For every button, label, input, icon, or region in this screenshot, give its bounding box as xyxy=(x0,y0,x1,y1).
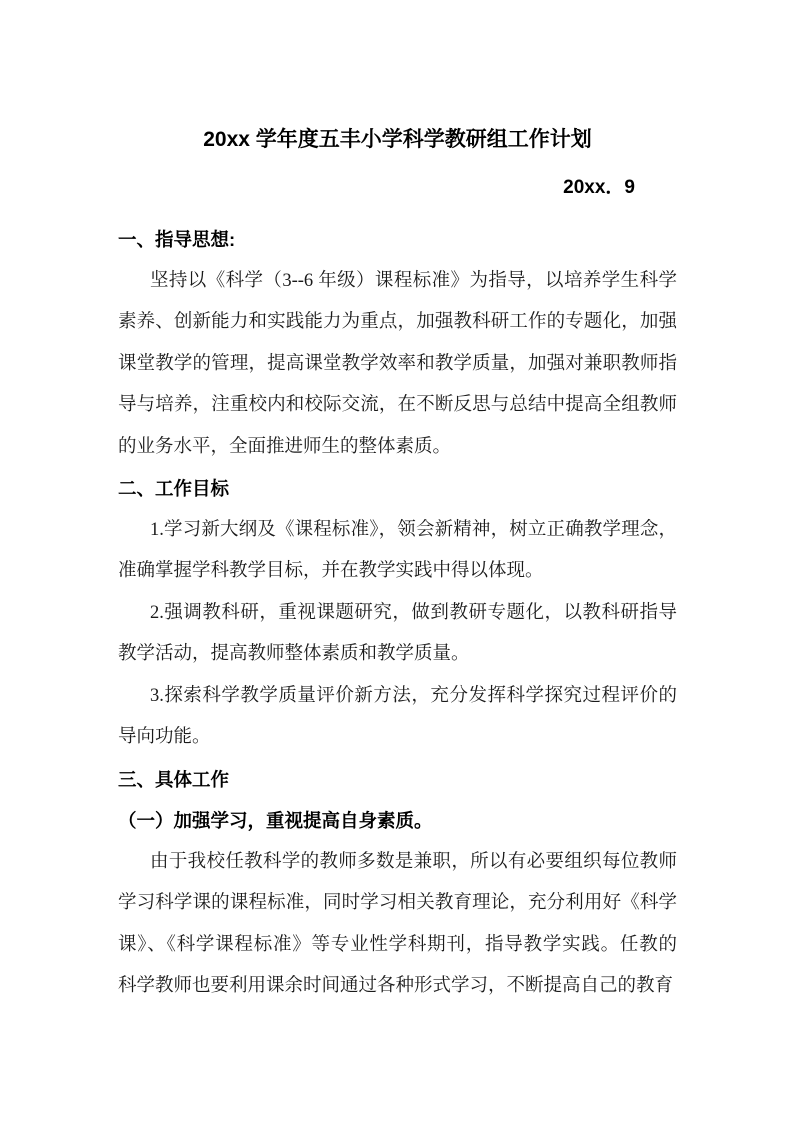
document-date: 20xx．9 xyxy=(563,177,635,198)
heading-specific-work: 三、具体工作 xyxy=(118,768,230,790)
paragraph-line: 课》、《科学课程标准》等专业性学科期刊，指导教学实践。任教的 xyxy=(118,934,677,955)
paragraph-line: 导与培养，注重校内和校际交流，在不断反思与总结中提高全组教师 xyxy=(118,395,677,415)
paragraph-line: 的业务水平，全面推进师生的整体素质。 xyxy=(118,436,452,457)
heading-work-goals: 二、工作目标 xyxy=(118,478,230,499)
paragraph-goal-1 xyxy=(118,510,677,593)
paragraph-line: 由于我校任教科学的教师多数是兼职，所以有必要组织每位教师 xyxy=(150,851,677,872)
paragraph-line: 准确掌握学科教学目标，并在教学实践中得以体现。 xyxy=(118,561,544,581)
paragraph-goal-2 xyxy=(118,593,677,676)
paragraph-line: 教学活动，提高教师整体素质和教学质量。 xyxy=(118,644,470,664)
paragraph-line: 科学教师也要利用课余时间通过各种形式学习，不断提高自己的教育 xyxy=(118,976,674,996)
paragraph-goal-3 xyxy=(118,676,677,759)
paragraph-line: 素养、创新能力和实践能力为重点，加强教科研工作的专题化，加强 xyxy=(118,312,677,332)
document-title: 20xx 学年度五丰小学科学教研组工作计划 xyxy=(203,128,592,151)
paragraph-line: 导向功能。 xyxy=(118,727,211,747)
paragraph-line: 3.探索科学教学质量评价新方法，充分发挥科学探究过程评价的 xyxy=(150,685,677,706)
subheading-strengthen-learning: （一）加强学习，重视提高自身素质。 xyxy=(118,810,433,831)
heading-guiding-ideology: 一、指导思想: xyxy=(118,229,236,250)
paragraph-line: 1.学习新大纲及《课程标准》，领会新精神，树立正确教学理念， xyxy=(150,519,677,540)
paragraph-guiding-ideology xyxy=(118,261,677,469)
paragraph-line: 课堂教学的管理，提高课堂教学效率和教学质量，加强对兼职教师指 xyxy=(118,353,677,374)
document-body xyxy=(118,219,677,1008)
paragraph-line: 学习科学课的课程标准，同时学习相关教育理论，充分利用好《科学 xyxy=(118,893,677,913)
paragraph-line: 坚持以《科学（3--6 年级）课程标准》为指导，以培养学生科学 xyxy=(150,270,677,291)
paragraph-line: 2.强调教科研，重视课题研究，做到教研专题化，以教科研指导 xyxy=(150,602,677,623)
paragraph-strengthen-learning xyxy=(118,842,677,1008)
